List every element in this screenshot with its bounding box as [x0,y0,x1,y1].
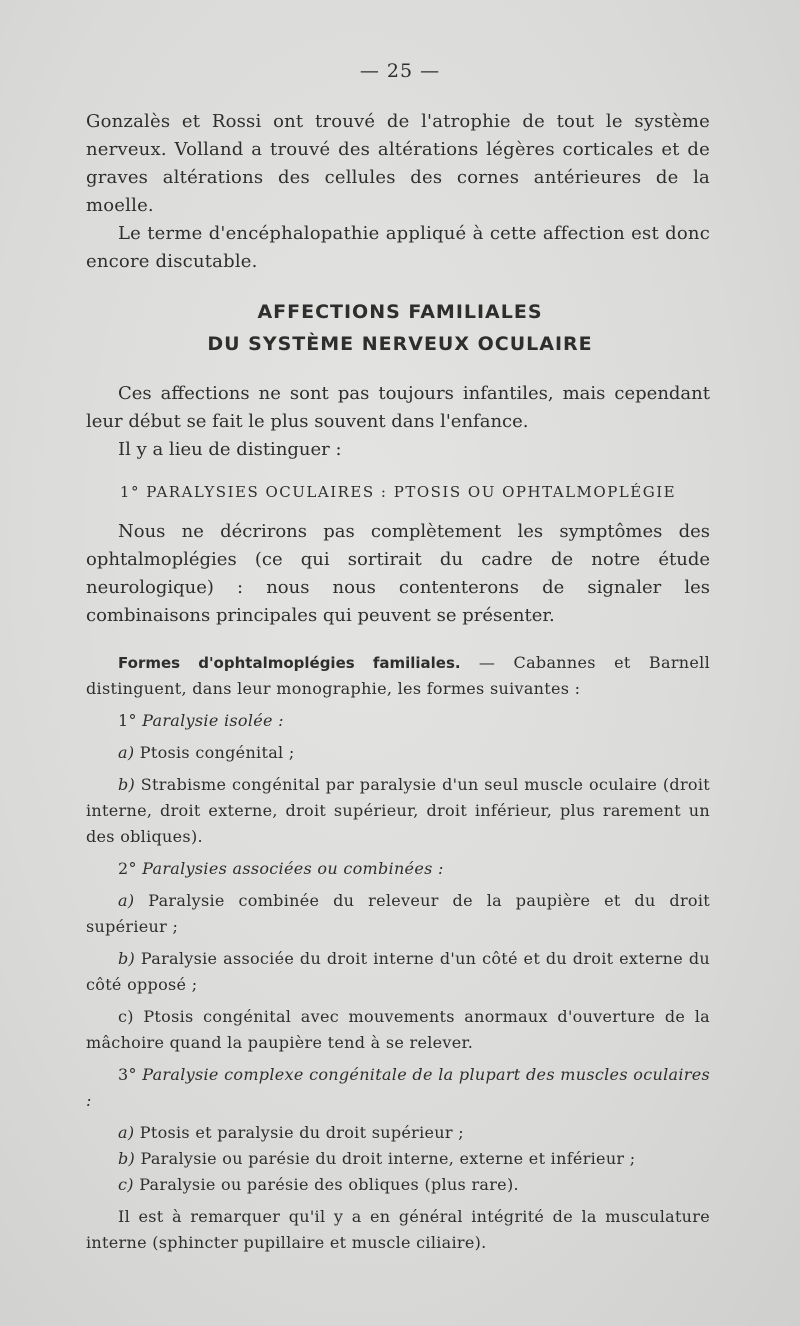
list-item: b) Strabisme congénital par paralysie d'un seul muscle oculaire (droit interne, droit externe, droit supérieur, droit inférieur, plus rarement un des obliques). [86,775,710,846]
group-3-title: 3° Paralysie complexe congénitale de la plupart des muscles oculaires : [86,1065,710,1110]
list-item: c) Paralysie ou parésie des obliques (plus rare). [118,1175,519,1194]
paragraph: Nous ne décrirons pas complètement les symptômes des ophtalmoplégies (ce qui sortirait du cadre de notre étude neurologique) : nous nous contenterons de signaler les combinaisons principales qui peuvent se présenter. [86,521,710,626]
runin-heading: Formes d'ophtalmoplégies familiales. [118,654,461,672]
group-1-title: 1° Paralysie isolée : [118,711,284,730]
forms-lead: — Cabannes et Barnell distinguent, dans leur monographie, les formes suivantes : [86,653,710,698]
list-item: a) Paralysie combinée du releveur de la paupière et du droit supérieur ; [86,891,710,936]
section-title-line1: AFFECTIONS FAMILIALES [257,301,543,323]
subsection-heading: 1° PARALYSIES OCULAIRES : PTOSIS OU OPHTALMOPLÉGIE [119,483,677,501]
list-item: a) Ptosis congénital ; [118,743,295,762]
list-item: c) Ptosis congénital avec mouvements anormaux d'ouverture de la mâchoire quand la paupière tend à se relever. [86,1007,710,1052]
forms-lead-paragraph [86,650,710,702]
closing-paragraph: Il est à remarquer qu'il y a en général intégrité de la musculature interne (sphincter pupillaire et muscle ciliaire). [86,1207,710,1252]
paragraph: Il y a lieu de distinguer : [118,439,342,460]
forms-list [86,650,710,1256]
section-intro [86,380,710,464]
group-2-title: 2° Paralysies associées ou combinées : [118,859,444,878]
paragraph: Le terme d'encéphalopathie appliqué à cette affection est donc encore discutable. [86,223,710,272]
intro-text [86,108,710,276]
section-title-line2: DU SYSTÈME NERVEUX OCULAIRE [207,333,593,355]
paragraph: Ces affections ne sont pas toujours infantiles, mais cependant leur début se fait le plus souvent dans l'enfance. [86,383,710,432]
list-item: b) Paralysie ou parésie du droit interne, externe et inférieur ; [118,1149,636,1168]
list-item: b) Paralysie associée du droit interne d'un côté et du droit externe du côté opposé ; [86,949,710,994]
list-item: a) Ptosis et paralysie du droit supérieur ; [118,1123,464,1142]
subsection-text [86,518,710,630]
paragraph: Gonzalès et Rossi ont trouvé de l'atrophie de tout le système nerveux. Volland a trouvé des altérations légères corticales et de graves altérations des cellules des cornes antérieures de la moelle. [86,111,710,216]
page-number: — 25 — [359,60,441,82]
